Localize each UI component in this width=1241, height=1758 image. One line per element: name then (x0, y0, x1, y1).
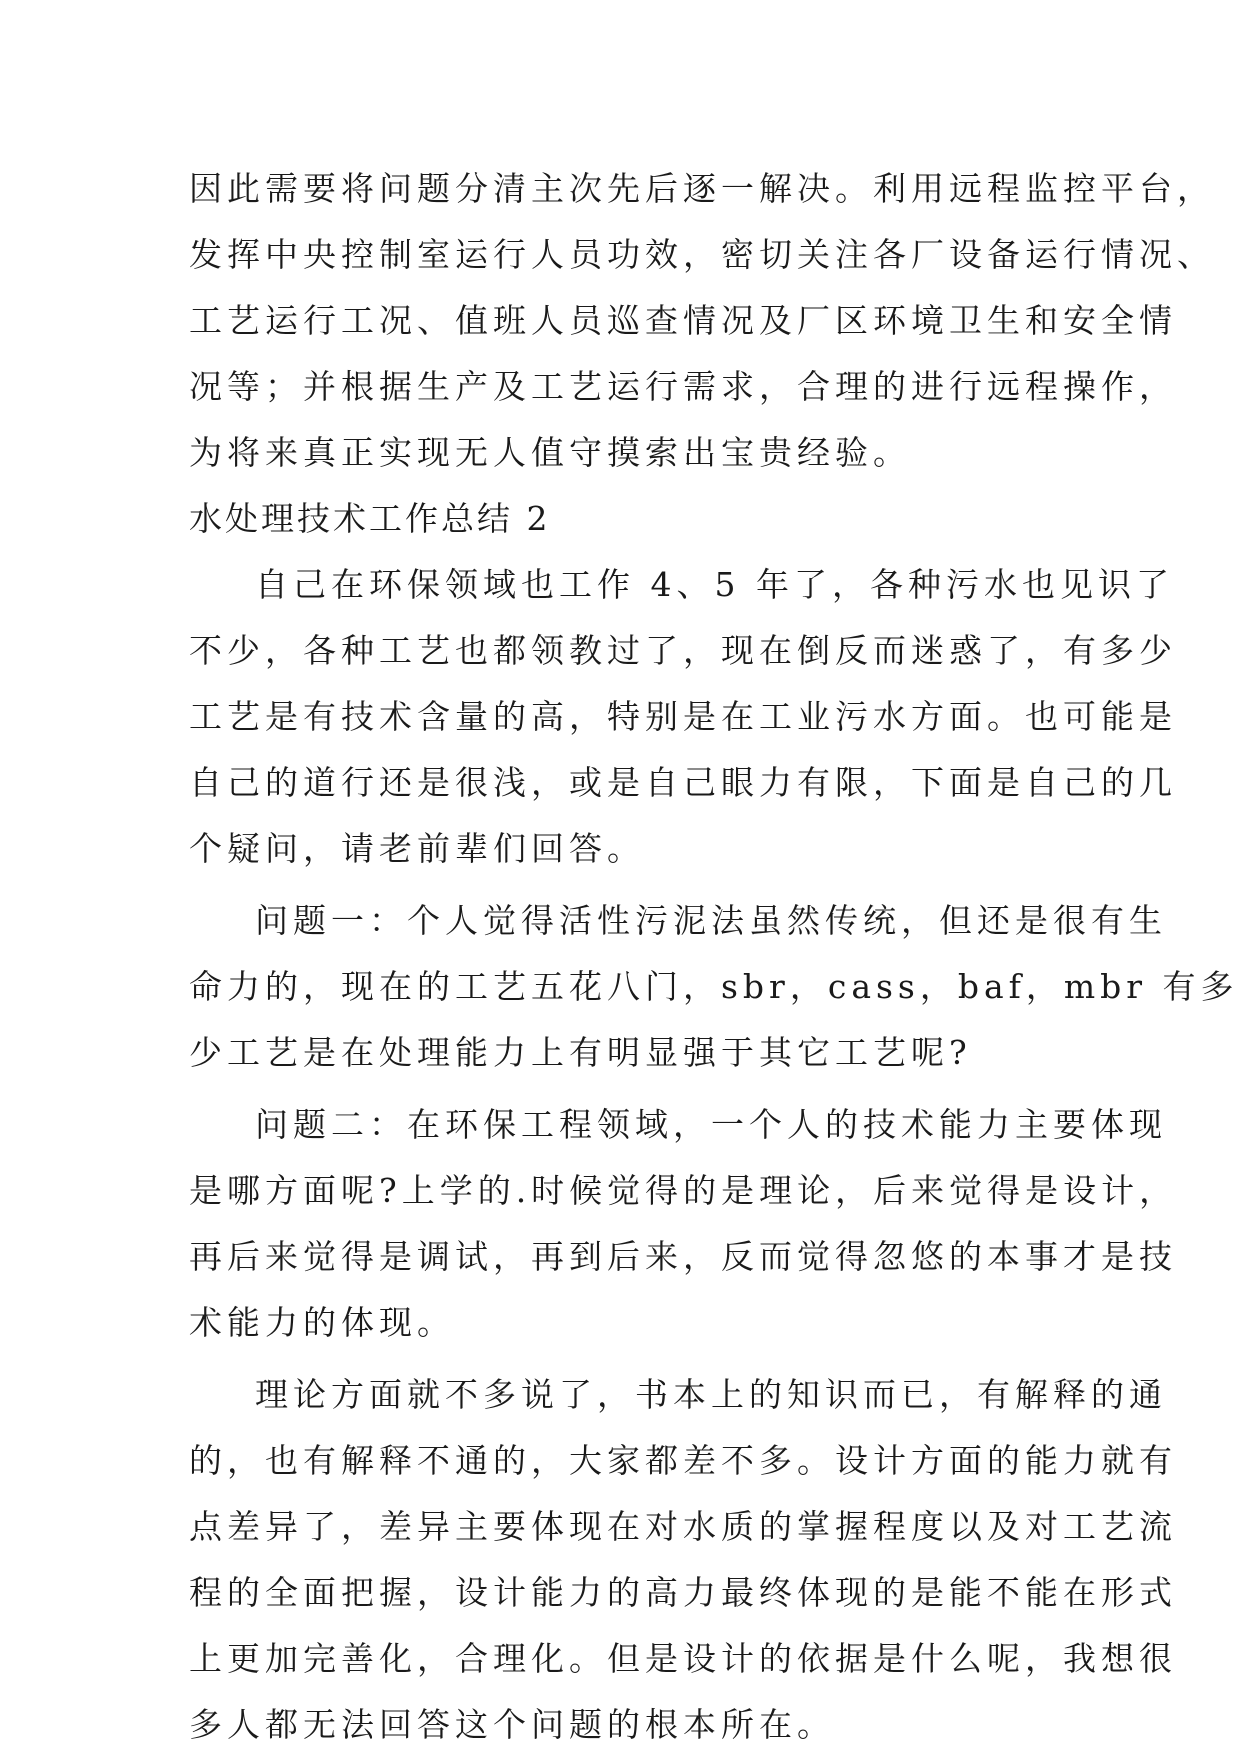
section-title: 水处理技术工作总结 2 (189, 499, 551, 538)
text-line: 因此需要将问题分清主次先后逐一解决。利用远程监控平台， (189, 169, 1215, 208)
text-line: 问题二：在环保工程领域，一个人的技术能力主要体现 (255, 1105, 1167, 1144)
text-line: 再后来觉得是调试，再到后来，反而觉得忽悠的本事才是技 (189, 1237, 1177, 1276)
text-line: 工艺运行工况、值班人员巡查情况及厂区环境卫生和安全情 (189, 301, 1177, 340)
text-line: 是哪方面呢?上学的.时候觉得的是理论，后来觉得是设计， (189, 1171, 1178, 1210)
text-line: 自己的道行还是很浅，或是自己眼力有限，下面是自己的几 (189, 763, 1177, 802)
text-line: 工艺是有技术含量的高，特别是在工业污水方面。也可能是 (189, 697, 1177, 736)
text-line: 多人都无法回答这个问题的根本所在。 (189, 1705, 835, 1744)
text-line: 命力的，现在的工艺五花八门，sbr，cass，baf，mbr 有多 (189, 967, 1239, 1006)
text-line: 术能力的体现。 (189, 1303, 455, 1342)
text-line: 理论方面就不多说了，书本上的知识而已，有解释的通 (255, 1375, 1167, 1414)
text-line: 不少，各种工艺也都领教过了，现在倒反而迷惑了，有多少 (189, 631, 1177, 670)
intro-paragraph (189, 156, 1215, 486)
text-line: 发挥中央控制室运行人员功效，密切关注各厂设备运行情况、 (189, 235, 1215, 274)
text-line: 的，也有解释不通的，大家都差不多。设计方面的能力就有 (189, 1441, 1177, 1480)
text-line: 问题一：个人觉得活性污泥法虽然传统，但还是很有生 (255, 901, 1167, 940)
text-line: 少工艺是在处理能力上有明显强于其它工艺呢? (189, 1033, 972, 1072)
text-line: 自己在环保领域也工作 4、5 年了，各种污水也见识了 (255, 565, 1174, 604)
text-line: 为将来真正实现无人值守摸索出宝贵经验。 (189, 433, 911, 472)
paragraph-3 (189, 1092, 1178, 1356)
paragraph-1 (189, 552, 1177, 882)
text-line: 况等；并根据生产及工艺运行需求，合理的进行远程操作， (189, 367, 1177, 406)
paragraph-2 (189, 888, 1239, 1086)
paragraph-4 (189, 1362, 1177, 1758)
text-line: 个疑问，请老前辈们回答。 (189, 829, 645, 868)
text-line: 上更加完善化，合理化。但是设计的依据是什么呢，我想很 (189, 1639, 1177, 1678)
document-body (189, 156, 1239, 1758)
text-line: 点差异了，差异主要体现在对水质的掌握程度以及对工艺流 (189, 1507, 1177, 1546)
text-line: 程的全面把握，设计能力的高力最终体现的是能不能在形式 (189, 1573, 1177, 1612)
